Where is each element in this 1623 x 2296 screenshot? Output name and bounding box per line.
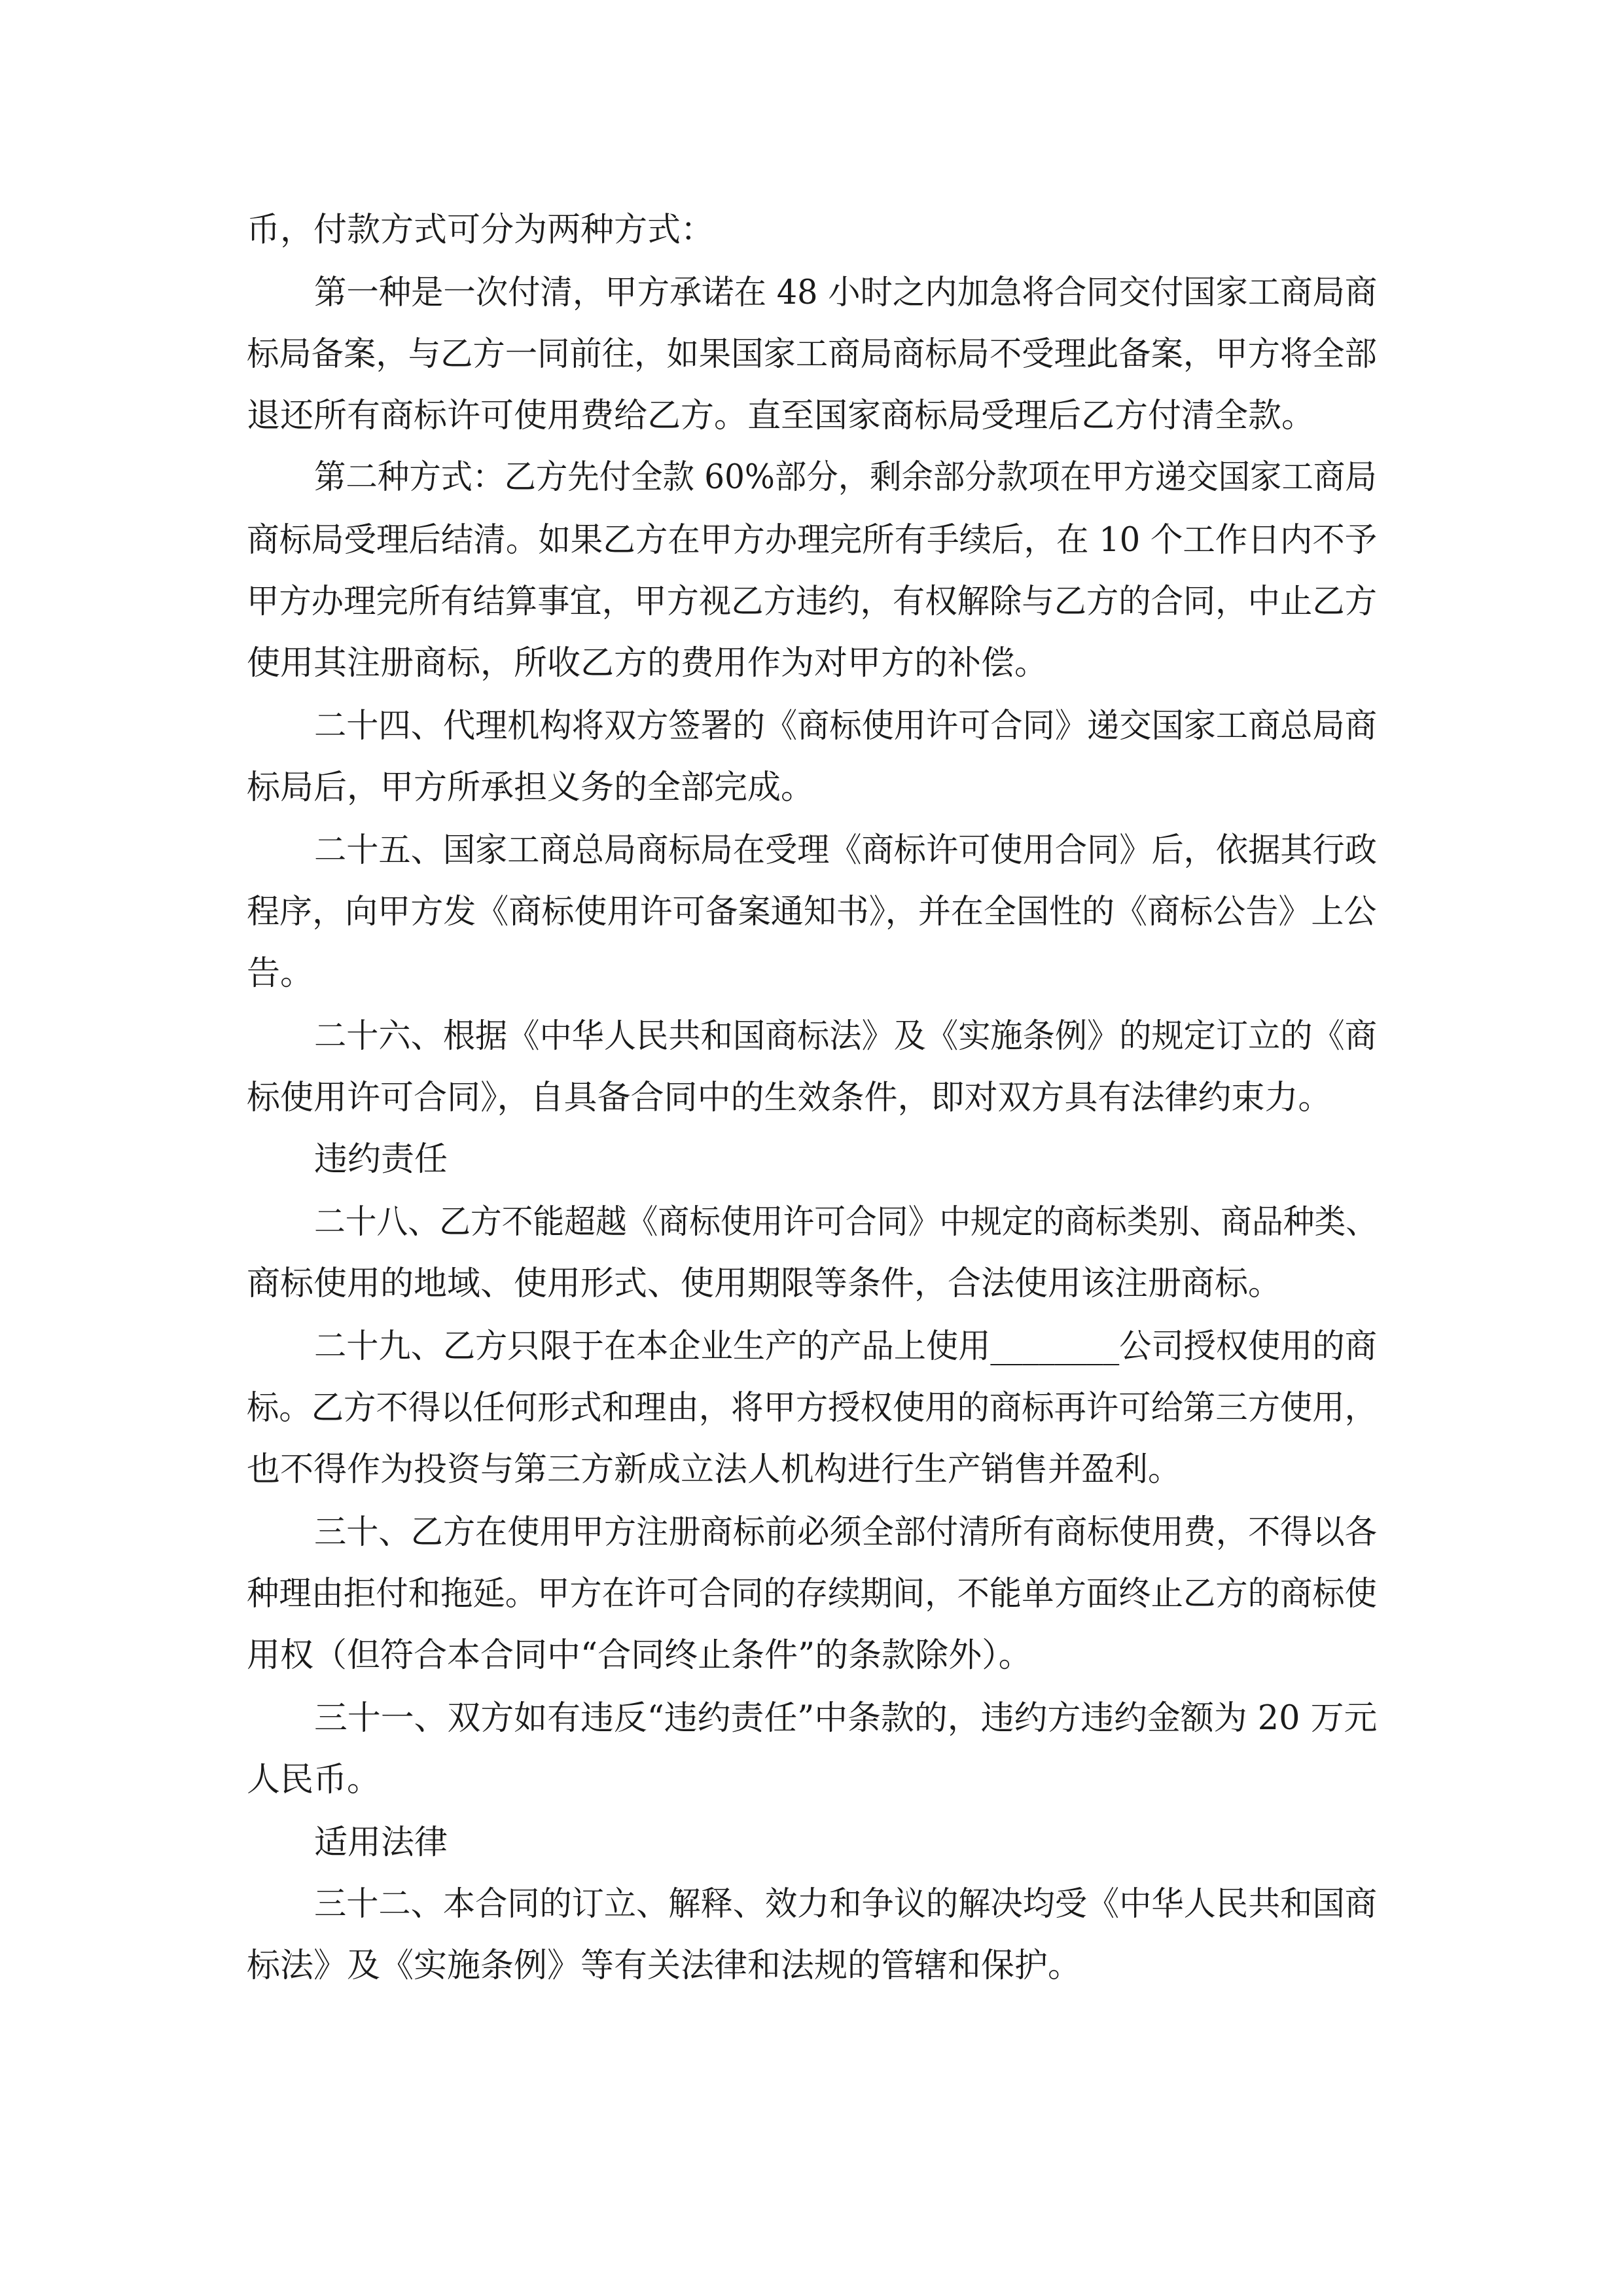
body-line: 二十九、乙方只限于在本企业生产的产品上使用________公司授权使用的商 <box>314 1327 1377 1366</box>
body-line: 三十二、本合同的订立、解释、效力和争议的解决均受《中华人民共和国商 <box>314 1885 1377 1924</box>
body-line: 标局后，甲方所承担义务的全部完成。 <box>247 768 815 807</box>
body-line: 退还所有商标许可使用费给乙方。直至国家商标局受理后乙方付清全款。 <box>247 397 1315 435</box>
body-line: 人民币。 <box>247 1761 381 1799</box>
body-line: 商标局受理后结清。如果乙方在甲方办理完所有手续后，在 10 个工作日内不予 <box>247 521 1378 560</box>
body-line: 币，付款方式可分为两种方式： <box>247 211 715 249</box>
body-line: 种理由拒付和拖延。甲方在许可合同的存续期间，不能单方面终止乙方的商标使 <box>247 1575 1378 1613</box>
body-line: 标。乙方不得以任何形式和理由，将甲方授权使用的商标再许可给第三方使用， <box>247 1389 1378 1427</box>
body-line: 二十四、代理机构将双方签署的《商标使用许可合同》递交国家工商总局商 <box>314 707 1377 745</box>
body-line: 标使用许可合同》，自具备合同中的生效条件，即对双方具有法律约束力。 <box>247 1079 1332 1117</box>
body-line: 标局备案，与乙方一同前往，如果国家工商局商标局不受理此备案，甲方将全部 <box>247 335 1378 374</box>
body-line: 三十一、双方如有违反“违约责任”中条款的，违约方违约金额为 20 万元 <box>314 1699 1378 1738</box>
section-heading: 适用法律 <box>314 1823 448 1862</box>
body-line: 用权（但符合本合同中“合同终止条件”的条款除外）。 <box>247 1636 1032 1675</box>
body-line: 程序，向甲方发《商标使用许可备案通知书》，并在全国性的《商标公告》上公 <box>247 893 1377 931</box>
body-line: 使用其注册商标，所收乙方的费用作为对甲方的补偿。 <box>247 644 1048 683</box>
body-line: 甲方办理完所有结算事宜，甲方视乙方违约，有权解除与乙方的合同，中止乙方 <box>247 583 1378 621</box>
body-line: 三十、乙方在使用甲方注册商标前必须全部付清所有商标使用费，不得以各 <box>314 1513 1377 1552</box>
body-line: 标法》及《实施条例》等有关法律和法规的管辖和保护。 <box>247 1946 1082 1985</box>
body-line: 二十八、乙方不能超越《商标使用许可合同》中规定的商标类别、商品种类、 <box>314 1203 1378 1242</box>
body-line: 第一种是一次付清，甲方承诺在 48 小时之内加急将合同交付国家工商局商 <box>314 274 1378 312</box>
body-line: 二十六、根据《中华人民共和国商标法》及《实施条例》的规定订立的《商 <box>314 1017 1377 1056</box>
body-line: 商标使用的地域、使用形式、使用期限等条件，合法使用该注册商标。 <box>247 1265 1282 1303</box>
body-line: 也不得作为投资与第三方新成立法人机构进行生产销售并盈利。 <box>247 1450 1182 1489</box>
section-heading: 违约责任 <box>314 1140 448 1179</box>
body-line: 告。 <box>247 954 314 993</box>
body-line: 第二种方式：乙方先付全款 60%部分，剩余部分款项在甲方递交国家工商局 <box>314 458 1377 497</box>
body-line: 二十五、国家工商总局商标局在受理《商标许可使用合同》后，依据其行政 <box>314 831 1377 870</box>
